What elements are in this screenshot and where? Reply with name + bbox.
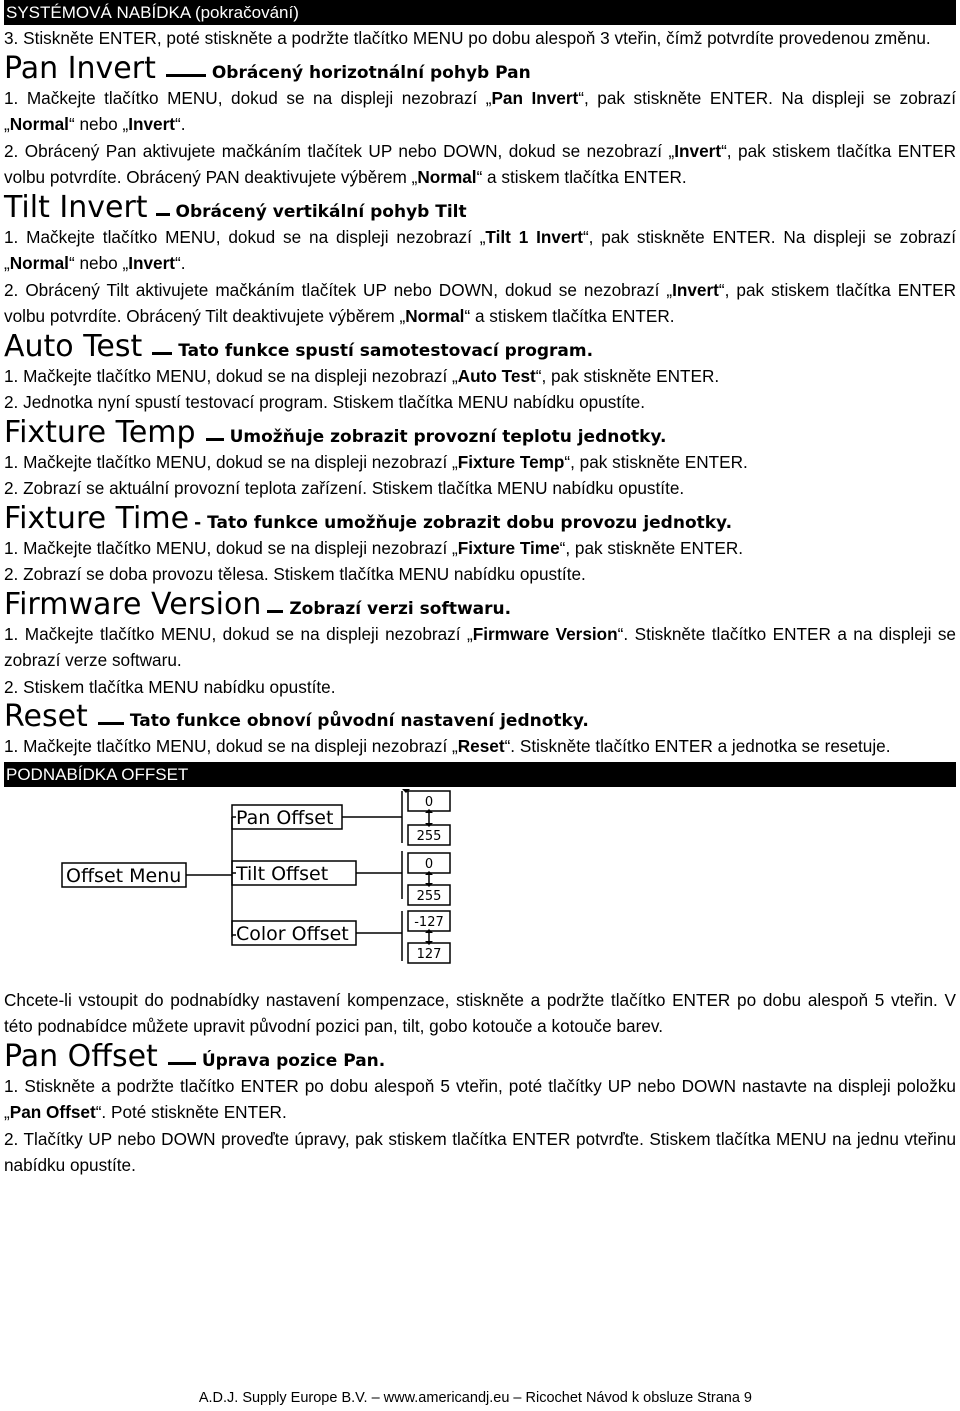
- diagram-root-label: Offset Menu: [66, 864, 182, 887]
- intro-paragraph: 3. Stiskněte ENTER, poté stiskněte a podržte tlačítko MENU po dobu alespoň 3 vteřin, čímž potvrdíte provedenou změnu.: [4, 28, 931, 48]
- tilt-min-label: 0: [424, 856, 434, 872]
- pan-invert-step-1: 1. Mačkejte tlačítko MENU, dokud se na displeji nezobrazí „Pan Invert“, pak stiskněte ENTER. Na displeji se zobrazí „Normal“ nebo „Invert“.: [4, 87, 956, 134]
- tilt-max-label: 255: [416, 888, 442, 904]
- color-min-label: -127: [414, 914, 444, 930]
- tilt-invert-heading: Tilt Invert Obrácený vertikální pohyb Tilt: [4, 189, 467, 225]
- auto-test-heading: Auto Test Tato funkce spustí samotestovací program.: [4, 328, 594, 364]
- pan-offset-heading: Pan Offset Úprava pozice Pan.: [4, 1038, 386, 1074]
- reset-step-1: 1. Mačkejte tlačítko MENU, dokud se na displeji nezobrazí „Reset“. Stiskněte tlačítko ENTER a jednotka se resetuje.: [4, 736, 891, 756]
- fixture-temp-step-1: 1. Mačkejte tlačítko MENU, dokud se na displeji nezobrazí „Fixture Temp“, pak stiskněte ENTER.: [4, 451, 748, 472]
- offset-diagram-svg: [4, 787, 474, 979]
- firmware-version-heading: Firmware Version Zobrazí verzi softwaru.: [4, 586, 512, 622]
- diagram-item-color-offset: Color Offset: [236, 922, 349, 945]
- pan-offset-step-2: 2. Tlačítky UP nebo DOWN proveďte úpravy, pak stiskem tlačítka ENTER potvrďte. Stiskem tlačítka MENU na jednu vteřinu nabídku opustíte.: [4, 1128, 956, 1175]
- fixture-time-heading: Fixture Time - Tato funkce umožňuje zobrazit dobu provozu jednotky.: [4, 500, 733, 536]
- fixture-time-step-1: 1. Mačkejte tlačítko MENU, dokud se na displeji nezobrazí „Fixture Time“, pak stiskněte ENTER.: [4, 537, 744, 558]
- fixture-temp-step-2: 2. Zobrazí se aktuální provozní teplota zařízení. Stiskem tlačítka MENU nabídku opustíte.: [4, 478, 685, 498]
- diagram-item-tilt-offset: Tilt Offset: [236, 862, 329, 885]
- pan-min-label: 0: [424, 794, 434, 810]
- fixture-temp-heading: Fixture Temp Umožňuje zobrazit provozní teplotu jednotky.: [4, 414, 667, 450]
- tilt-invert-step-1: 1. Mačkejte tlačítko MENU, dokud se na displeji nezobrazí „Tilt 1 Invert“, pak stiskněte ENTER. Na displeji se zobrazí „Normal“ nebo „Invert“.: [4, 226, 956, 273]
- manual-page: [4, 0, 956, 1179]
- tilt-invert-step-2: 2. Obrácený Tilt aktivujete mačkáním tlačítek UP nebo DOWN, dokud se nezobrazí „Invert“, pak stiskem tlačítka ENTER volbu potvrdíte. Obrácený Tilt deaktivujete výběrem „Normal“ a stiskem tlačítka ENTER.: [4, 279, 956, 326]
- offset-submenu-header-bar: PODNABÍDKA OFFSET: [4, 762, 956, 787]
- color-max-label: 127: [416, 946, 442, 962]
- pan-max-label: 255: [416, 828, 442, 844]
- pan-offset-step-1: 1. Stiskněte a podržte tlačítko ENTER po dobu alespoň 5 vteřin, poté tlačítky UP nebo DOWN nastavte na displeji položku „Pan Offset“. Poté stiskněte ENTER.: [4, 1075, 956, 1122]
- reset-heading: Reset Tato funkce obnoví původní nastavení jednotky.: [4, 699, 589, 734]
- offset-menu-diagram: [4, 787, 956, 979]
- section-header-bar: SYSTÉMOVÁ NABÍDKA (pokračování): [4, 0, 956, 25]
- diagram-item-pan-offset: Pan Offset: [236, 806, 334, 829]
- auto-test-step-1: 1. Mačkejte tlačítko MENU, dokud se na displeji nezobrazí „Auto Test“, pak stiskněte ENTER.: [4, 365, 720, 386]
- offset-intro-paragraph: Chcete-li vstoupit do podnabídky nastavení kompenzace, stiskněte a podržte tlačítko ENTER po dobu alespoň 5 vteřin. V této podnabídce můžete upravit původní pozici pan, tilt, gobo kotouče a kotouče barev.: [4, 989, 956, 1036]
- firmware-step-1: 1. Mačkejte tlačítko MENU, dokud se na displeji nezobrazí „Firmware Version“. Stiskněte tlačítko ENTER a na displeji se zobrazí verze softwaru.: [4, 623, 956, 670]
- pan-invert-heading: Pan Invert Obrácený horizotnální pohyb Pan: [4, 50, 531, 86]
- pan-invert-step-2: 2. Obrácený Pan aktivujete mačkáním tlačítek UP nebo DOWN, dokud se nezobrazí „Invert“, pak stiskem tlačítka ENTER volbu potvrdíte. Obrácený PAN deaktivujete výběrem „Normal“ a stiskem tlačítka ENTER.: [4, 140, 957, 187]
- auto-test-step-2: 2. Jednotka nyní spustí testovací program. Stiskem tlačítka MENU nabídku opustíte.: [4, 392, 646, 412]
- fixture-time-step-2: 2. Zobrazí se doba provozu tělesa. Stiskem tlačítka MENU nabídku opustíte.: [4, 564, 586, 584]
- firmware-step-2: 2. Stiskem tlačítka MENU nabídku opustíte.: [4, 676, 336, 697]
